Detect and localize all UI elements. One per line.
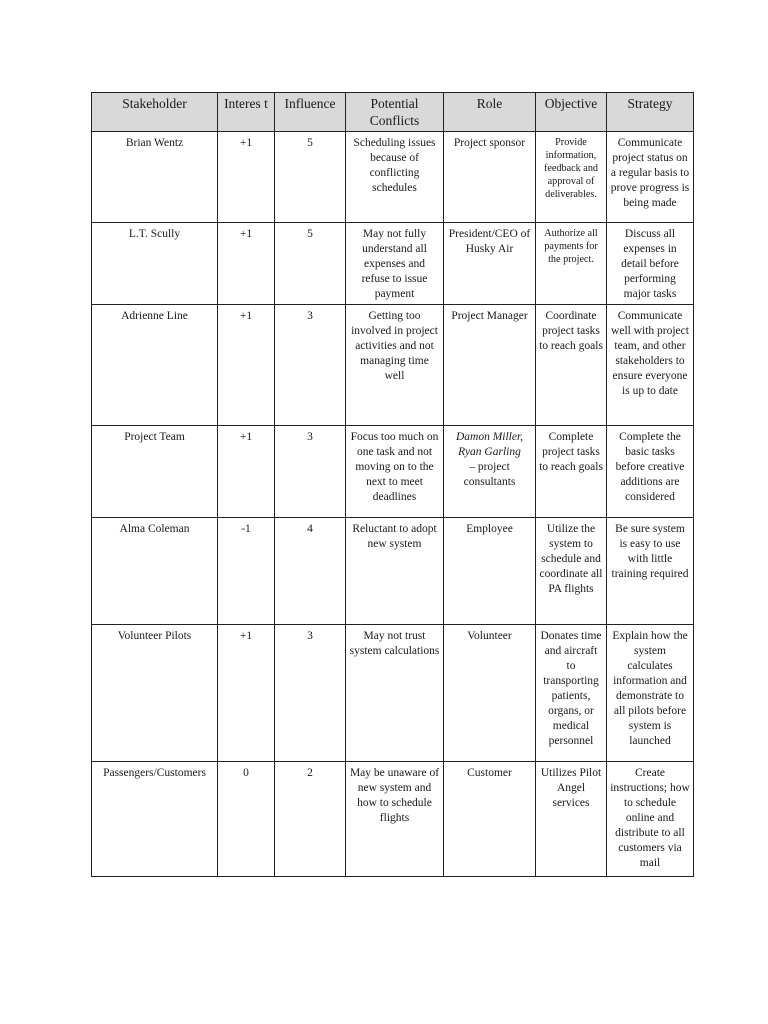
stakeholder-analysis-table	[91, 92, 694, 877]
cell-strategy: Discuss all expenses in detail before performing major tasks	[607, 223, 694, 305]
cell-objective: Authorize all payments for the project.	[536, 223, 607, 305]
cell-role: Project Manager	[444, 305, 536, 426]
cell-conflicts: May not trust system calculations	[346, 625, 444, 762]
cell-stakeholder: L.T. Scully	[92, 223, 218, 305]
header-influence: Influence	[275, 93, 346, 132]
cell-interest: 0	[218, 762, 275, 877]
cell-role	[444, 426, 536, 518]
cell-interest: +1	[218, 132, 275, 223]
cell-influence: 3	[275, 305, 346, 426]
header-potential-conflicts: Potential Conflicts	[346, 93, 444, 132]
cell-conflicts: May be unaware of new system and how to schedule flights	[346, 762, 444, 877]
header-role: Role	[444, 93, 536, 132]
cell-objective: Utilize the system to schedule and coordinate all PA flights	[536, 518, 607, 625]
cell-objective: Coordinate project tasks to reach goals	[536, 305, 607, 426]
table-header-row	[92, 93, 694, 132]
cell-stakeholder: Passengers/Customers	[92, 762, 218, 877]
cell-interest: -1	[218, 518, 275, 625]
cell-objective: Utilizes Pilot Angel services	[536, 762, 607, 877]
cell-stakeholder: Brian Wentz	[92, 132, 218, 223]
cell-objective: Donates time and aircraft to transporting patients, organs, or medical personnel	[536, 625, 607, 762]
cell-objective: Provide information, feedback and approval of deliverables.	[536, 132, 607, 223]
cell-conflicts: May not fully understand all expenses and refuse to issue payment	[346, 223, 444, 305]
table-row	[92, 518, 694, 625]
header-strategy: Strategy	[607, 93, 694, 132]
cell-influence: 5	[275, 132, 346, 223]
cell-role: President/CEO of Husky Air	[444, 223, 536, 305]
cell-stakeholder: Volunteer Pilots	[92, 625, 218, 762]
cell-influence: 3	[275, 426, 346, 518]
cell-influence: 4	[275, 518, 346, 625]
cell-role: Volunteer	[444, 625, 536, 762]
role-names: Damon Miller, Ryan Garling	[455, 431, 524, 458]
table-row	[92, 305, 694, 426]
cell-interest: +1	[218, 426, 275, 518]
cell-influence: 5	[275, 223, 346, 305]
header-interest: Interes t	[218, 93, 275, 132]
cell-role: Employee	[444, 518, 536, 625]
table-row	[92, 762, 694, 877]
header-stakeholder: Stakeholder	[92, 93, 218, 132]
cell-strategy: Communicate well with project team, and other stakeholders to ensure everyone is up to date	[607, 305, 694, 426]
cell-conflicts: Getting too involved in project activities and not managing time well	[346, 305, 444, 426]
table-row	[92, 223, 694, 305]
cell-interest: +1	[218, 305, 275, 426]
cell-objective: Complete project tasks to reach goals	[536, 426, 607, 518]
cell-influence: 2	[275, 762, 346, 877]
cell-interest: +1	[218, 625, 275, 762]
cell-interest: +1	[218, 223, 275, 305]
cell-conflicts: Scheduling issues because of conflicting schedules	[346, 132, 444, 223]
cell-role: Customer	[444, 762, 536, 877]
role-title: – project consultants	[463, 461, 516, 488]
cell-strategy: Be sure system is easy to use with little training required	[607, 518, 694, 625]
cell-strategy: Create instructions; how to schedule online and distribute to all customers via mail	[607, 762, 694, 877]
table-row	[92, 426, 694, 518]
cell-conflicts: Focus too much on one task and not moving on to the next to meet deadlines	[346, 426, 444, 518]
cell-stakeholder: Project Team	[92, 426, 218, 518]
cell-stakeholder: Adrienne Line	[92, 305, 218, 426]
cell-role: Project sponsor	[444, 132, 536, 223]
cell-stakeholder: Alma Coleman	[92, 518, 218, 625]
table-row	[92, 625, 694, 762]
table-row	[92, 132, 694, 223]
cell-influence: 3	[275, 625, 346, 762]
cell-strategy: Explain how the system calculates information and demonstrate to all pilots before system is launched	[607, 625, 694, 762]
cell-strategy: Communicate project status on a regular basis to prove progress is being made	[607, 132, 694, 223]
cell-strategy: Complete the basic tasks before creative additions are considered	[607, 426, 694, 518]
cell-conflicts: Reluctant to adopt new system	[346, 518, 444, 625]
header-objective: Objective	[536, 93, 607, 132]
